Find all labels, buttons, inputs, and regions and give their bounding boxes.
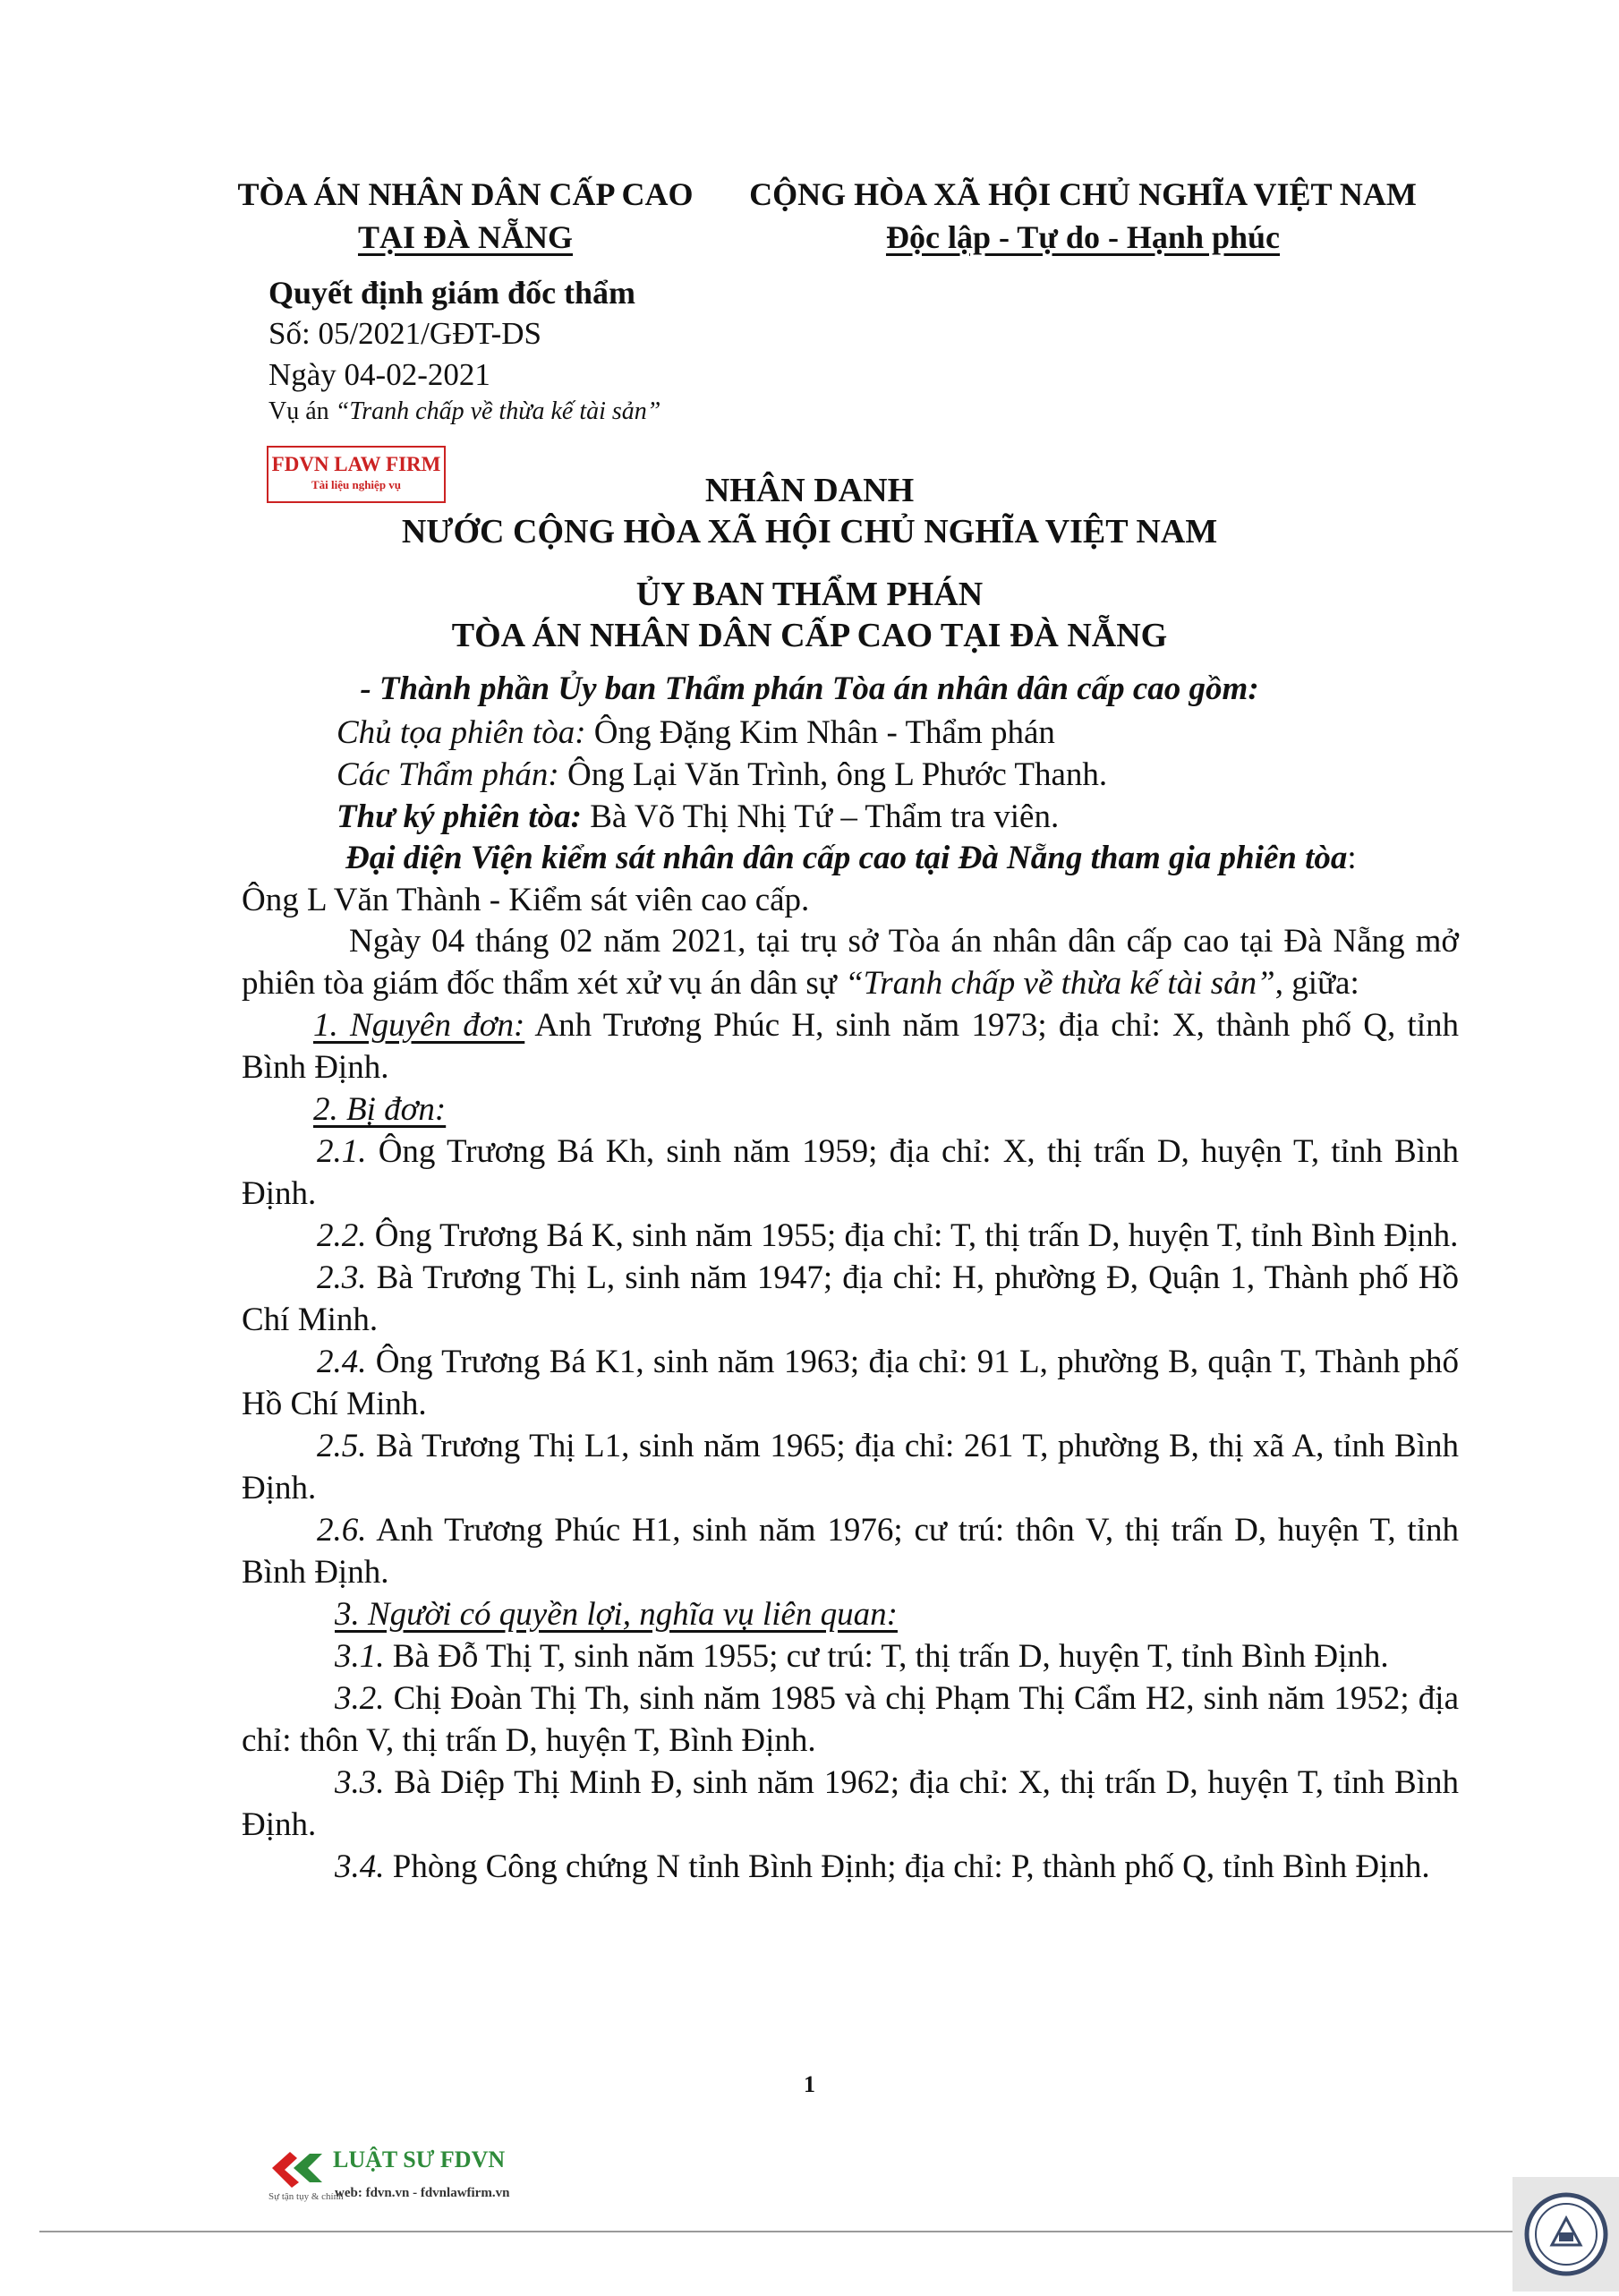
- procuracy-colon: :: [1347, 840, 1357, 876]
- title-in-the-name: NHÂN DANH: [704, 472, 915, 509]
- procuracy-value: Ông L Văn Thành - Kiểm sát viên cao cấp.: [242, 882, 810, 918]
- case-line: [268, 396, 660, 428]
- list-item: [242, 1131, 1459, 1215]
- item-text: Bà Trương Thị L1, sinh năm 1965; địa chỉ: 261 T, phường B, thị xã A, tỉnh Bình Định.: [242, 1428, 1459, 1506]
- list-item: [242, 1257, 1459, 1341]
- item-text: Ông Trương Bá K1, sinh năm 1963; địa chỉ: 91 L, phường B, quận T, Thành phố Hồ Chí Minh.: [242, 1344, 1459, 1422]
- decision-type: Quyết định giám đốc thẩm: [268, 275, 636, 311]
- item-number: 3.3.: [335, 1764, 385, 1801]
- item-number: 3.1.: [335, 1638, 385, 1675]
- item-number: 2.2.: [317, 1217, 367, 1254]
- item-number: 2.6.: [317, 1512, 367, 1549]
- judges-line: [337, 755, 1107, 796]
- footer-logo-tagline: Sự tận tụy & chính: [268, 2191, 344, 2202]
- title-nation: NƯỚC CỘNG HÒA XÃ HỘI CHỦ NGHĨA VIỆT NAM: [401, 513, 1218, 551]
- chair-label: Chủ tọa phiên tòa:: [337, 714, 586, 751]
- case-prefix: Vụ án: [268, 397, 336, 425]
- item-text: Bà Trương Thị L, sinh năm 1947; địa chỉ: H, phường Đ, Quận 1, Thành phố Hồ Chí Minh.: [242, 1259, 1459, 1338]
- intro-text: Ngày 04 tháng 02 năm 2021, tại trụ sở Tòa án nhân dân cấp cao tại Đà Nẵng mở phiên tòa giám đốc thẩm xét xử vụ án dân sự: [242, 923, 1459, 1002]
- item-number: 3.4.: [335, 1848, 385, 1885]
- title-court: TÒA ÁN NHÂN DÂN CẤP CAO TẠI ĐÀ NẴNG: [451, 617, 1168, 654]
- clerk-value: Bà Võ Thị Nhị Tứ – Thẩm tra viên.: [581, 798, 1060, 835]
- footer-web: web: fdvn.vn - fdvnlawfirm.vn: [335, 2186, 510, 2200]
- decision-info: [268, 272, 660, 428]
- court-name-line1: TÒA ÁN NHÂN DÂN CẤP CAO: [237, 176, 694, 212]
- item-text: Ông Trương Bá K, sinh năm 1955; địa chỉ: T, thị trấn D, huyện T, tỉnh Bình Định.: [366, 1217, 1459, 1254]
- item-number: 2.5.: [317, 1428, 367, 1464]
- footer-divider: [39, 2231, 1525, 2232]
- intro-paragraph: [242, 920, 1459, 1004]
- item-text: Chị Đoàn Thị Th, sinh năm 1985 và chị Phạm Thị Cẩm H2, sinh năm 1952; địa chỉ: thôn V, thị trấn D, huyện T, Bình Định.: [242, 1680, 1459, 1759]
- plaintiff-label: 1. Nguyên đơn:: [313, 1007, 525, 1044]
- chair-value: Ông Đặng Kim Nhân - Thẩm phán: [585, 714, 1055, 751]
- national-motto: [743, 175, 1423, 256]
- item-text: Phòng Công chứng N tỉnh Bình Định; địa chỉ: P, thành phố Q, tỉnh Bình Định.: [384, 1848, 1430, 1885]
- judges-value: Ông Lại Văn Trình, ông L Phước Thanh.: [558, 756, 1108, 793]
- title-committee: ỦY BAN THẨM PHÁN: [635, 576, 984, 613]
- item-text: Bà Diệp Thị Minh Đ, sinh năm 1962; địa chỉ: X, thị trấn D, huyện T, tỉnh Bình Định.: [242, 1764, 1459, 1843]
- intro-tail: , giữa:: [1274, 965, 1359, 1002]
- footer-logo-name: LUẬT SƯ FDVN: [333, 2147, 506, 2172]
- item-number: 2.3.: [317, 1259, 367, 1296]
- chair-line: [337, 713, 1055, 754]
- item-text: Anh Trương Phúc H1, sinh năm 1976; cư trú: thôn V, thị trấn D, huyện T, tỉnh Bình Định.: [242, 1512, 1459, 1591]
- nation-name: CỘNG HÒA XÃ HỘI CHỦ NGHĨA VIỆT NAM: [749, 176, 1417, 212]
- list-item: [242, 1846, 1459, 1888]
- clerk-line: [337, 797, 1059, 838]
- decision-date: Ngày 04-02-2021: [268, 357, 490, 392]
- defendants-label: 2. Bị đơn:: [313, 1091, 447, 1128]
- decision-number: Số: 05/2021/GĐT-DS: [268, 316, 542, 351]
- list-item: [242, 1677, 1459, 1762]
- seal-emblem-icon: [1512, 2177, 1619, 2292]
- list-item: [242, 1509, 1459, 1593]
- document-body: [242, 920, 1459, 1888]
- stamp-brand: FDVN LAW FIRM: [271, 453, 441, 475]
- court-name: [224, 175, 707, 256]
- clerk-label: Thư ký phiên tòa:: [337, 798, 582, 835]
- procuracy-line: [345, 838, 1357, 879]
- defendants-heading: [242, 1088, 1459, 1131]
- stamp-subtitle: Tài liệu nghiệp vụ: [311, 478, 402, 491]
- page-number: 1: [804, 2071, 815, 2097]
- list-item: [242, 1635, 1459, 1677]
- judges-label: Các Thẩm phán:: [337, 756, 559, 793]
- plaintiff-paragraph: [242, 1004, 1459, 1088]
- plaintiff-text: Anh Trương Phúc H, sinh năm 1973; địa chỉ: X, thành phố Q, tỉnh Bình Định.: [242, 1007, 1459, 1086]
- related-heading: [242, 1593, 1459, 1635]
- list-item: [242, 1762, 1459, 1846]
- court-name-line2: TẠI ĐÀ NẴNG: [357, 219, 573, 255]
- item-text: Bà Đỗ Thị T, sinh năm 1955; cư trú: T, thị trấn D, huyện T, tỉnh Bình Định.: [384, 1638, 1389, 1675]
- list-item: [242, 1215, 1459, 1257]
- case-name: “Tranh chấp về thừa kế tài sản”: [335, 397, 661, 425]
- item-number: 2.4.: [317, 1344, 367, 1380]
- list-item: [242, 1341, 1459, 1425]
- item-number: 3.2.: [335, 1680, 385, 1717]
- related-label: 3. Người có quyền lợi, nghĩa vụ liên quan:: [335, 1596, 898, 1633]
- composition-heading: - Thành phần Ủy ban Thẩm phán Tòa án nhân dân cấp cao gồm:: [360, 670, 1259, 707]
- intro-case: “Tranh chấp về thừa kế tài sản”: [845, 965, 1275, 1002]
- nation-slogan: Độc lập - Tự do - Hạnh phúc: [885, 219, 1281, 255]
- item-text: Ông Trương Bá Kh, sinh năm 1959; địa chỉ: X, thị trấn D, huyện T, tỉnh Bình Định.: [242, 1133, 1459, 1212]
- fdvn-logo-icon: [268, 2147, 326, 2189]
- item-number: 2.1.: [317, 1133, 367, 1170]
- list-item: [242, 1425, 1459, 1509]
- procuracy-label: Đại diện Viện kiểm sát nhân dân cấp cao tại Đà Nẵng tham gia phiên tòa: [345, 840, 1348, 876]
- corner-seal: [1512, 2177, 1619, 2292]
